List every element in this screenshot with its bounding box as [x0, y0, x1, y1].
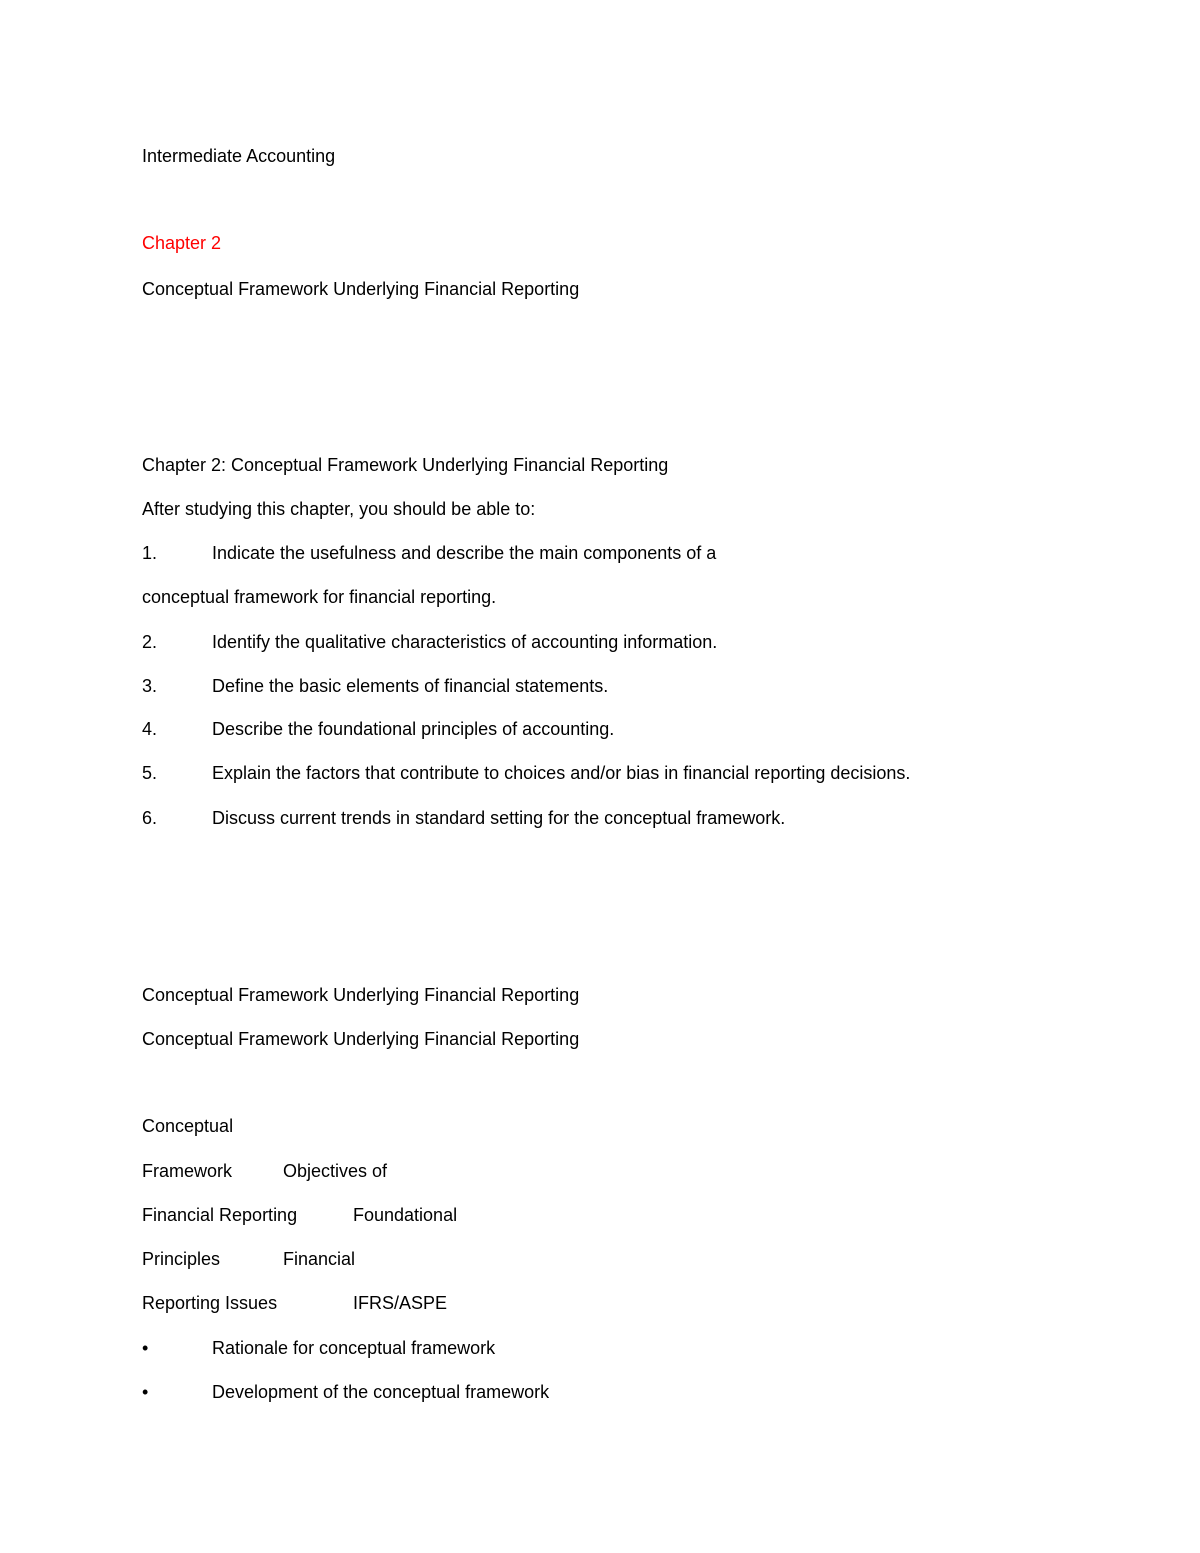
objective-text: Describe the foundational principles of accounting.	[212, 719, 615, 739]
outline-row	[142, 1204, 458, 1226]
bullet-icon: •	[142, 1382, 149, 1402]
outline-cell: Framework	[142, 1161, 233, 1181]
objective-number: 5.	[142, 763, 158, 783]
outline-cell: Financial	[283, 1249, 356, 1269]
bullet-text: Rationale for conceptual framework	[212, 1338, 496, 1358]
section-title: Conceptual Framework Underlying Financial Reporting	[142, 1029, 580, 1049]
objective-text: Explain the factors that contribute to choices and/or bias in financial reporting decisions.	[212, 763, 911, 783]
objective-item	[142, 631, 717, 653]
objective-number: 4.	[142, 719, 158, 739]
outline-cell: Reporting Issues	[142, 1293, 278, 1313]
chapter-heading: Chapter 2: Conceptual Framework Underlying Financial Reporting	[142, 455, 669, 475]
objective-text: Indicate the usefulness and describe the main components of a	[212, 543, 717, 563]
objective-item	[142, 807, 785, 829]
outline-cell: IFRS/ASPE	[353, 1293, 448, 1313]
chapter-subtitle: Conceptual Framework Underlying Financial Reporting	[142, 279, 580, 299]
objective-item	[142, 718, 614, 740]
objective-number: 6.	[142, 808, 158, 828]
outline-cell: Foundational	[353, 1205, 458, 1225]
objective-text: Discuss current trends in standard setting for the conceptual framework.	[212, 808, 786, 828]
objective-text: Identify the qualitative characteristics of accounting information.	[212, 632, 718, 652]
document-title: Intermediate Accounting	[142, 146, 336, 166]
outline-cell: Objectives of	[283, 1161, 388, 1181]
bullet-text: Development of the conceptual framework	[212, 1382, 550, 1402]
outline-row	[142, 1248, 356, 1270]
objective-text: Define the basic elements of financial statements.	[212, 676, 609, 696]
outline-cell: Principles	[142, 1249, 221, 1269]
objective-item	[142, 542, 716, 564]
objective-item	[142, 675, 608, 697]
outline-cell: Financial Reporting	[142, 1205, 298, 1225]
objective-continuation	[142, 586, 496, 608]
objective-number: 2.	[142, 632, 158, 652]
bullet-item	[142, 1381, 549, 1403]
objectives-intro: After studying this chapter, you should be able to:	[142, 499, 536, 519]
outline-row	[142, 1160, 388, 1182]
outline-cell: Conceptual	[142, 1116, 234, 1136]
outline-row	[142, 1292, 448, 1314]
bullet-item	[142, 1337, 495, 1359]
outline-row	[142, 1115, 233, 1137]
section-title: Conceptual Framework Underlying Financial Reporting	[142, 985, 580, 1005]
objective-number: 1.	[142, 543, 158, 563]
bullet-icon: •	[142, 1338, 149, 1358]
objective-number: 3.	[142, 676, 158, 696]
objective-text: conceptual framework for financial reporting.	[142, 587, 497, 607]
chapter-label: Chapter 2	[142, 233, 222, 253]
objective-item	[142, 762, 910, 784]
